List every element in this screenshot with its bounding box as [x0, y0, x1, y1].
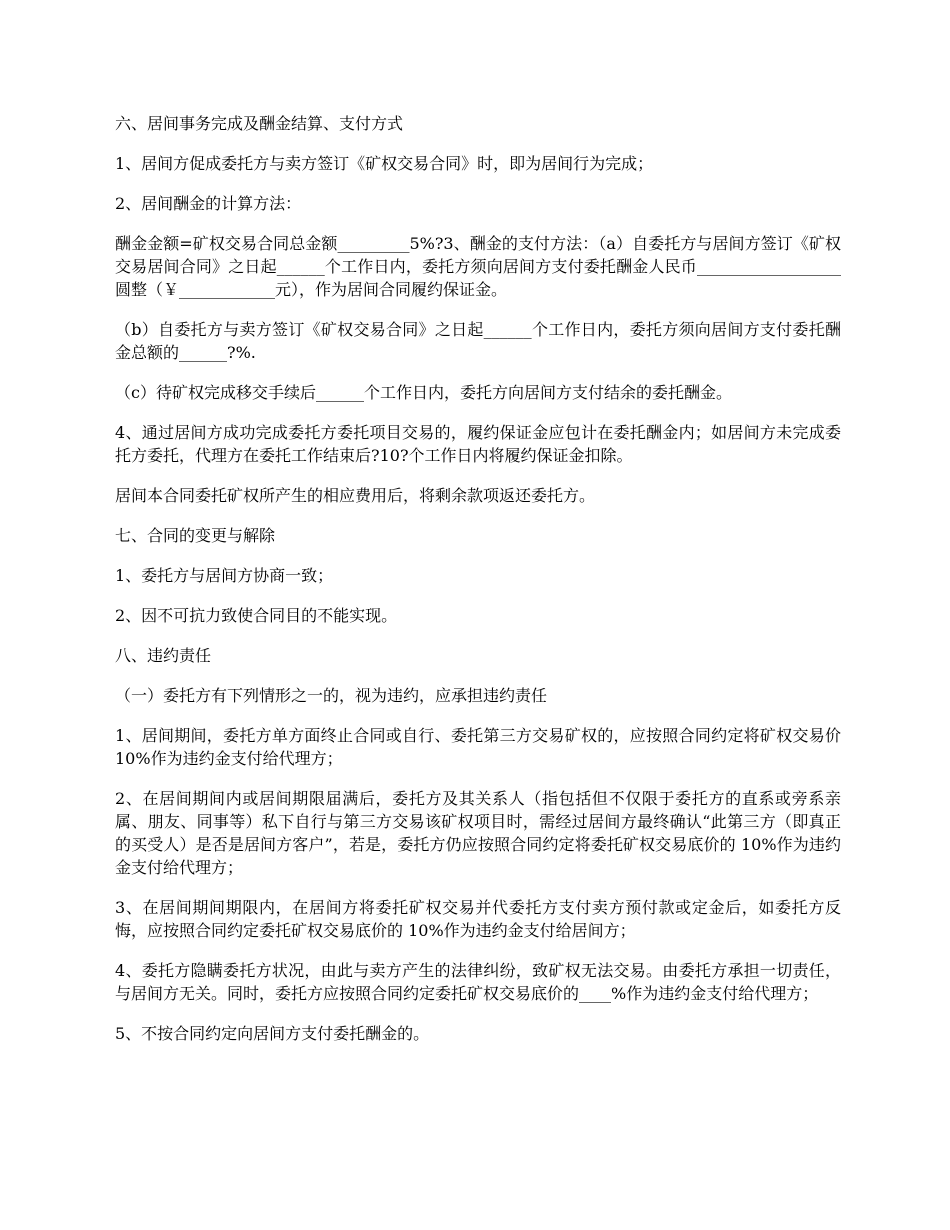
subsection-heading: （一）委托方有下列情形之一的，视为违约，应承担违约责任 [115, 686, 548, 705]
paragraph: 2、因不可抗力致使合同目的不能实现。 [115, 606, 398, 625]
paragraph: 5、不按合同约定向居间方支付委托酬金的。 [115, 1024, 430, 1043]
paragraph: （c）待矿权完成移交手续后______个工作日内，委托方向居间方支付结余的委托酬金。 [115, 383, 732, 402]
paragraph: 2、在居间期间内或居间期限届满后，委托方及其关系人（指包括但不仅限于委托方的直系或旁系亲属、朋友、同事等）私下自行与第三方交易该矿权项目时，需经过居间方最终确认“此第三方（即真正的买受人）是否是居间方客户”，若是，委托方仍应按照合同约定将委托矿权交易底价的 10%作为违约金支付给代理方； [115, 789, 841, 877]
paragraph: 3、在居间期间期限内，在居间方将委托矿权交易并代委托方支付卖方预付款或定金后，如委托方反悔，应按照合同约定委托矿权交易底价的 10%作为违约金支付给居间方； [115, 898, 841, 940]
section-heading-8: 八、违约责任 [115, 646, 212, 665]
section-heading-7: 七、合同的变更与解除 [115, 526, 276, 545]
paragraph: （b）自委托方与卖方签订《矿权交易合同》之日起______个工作日内，委托方须向居间方支付委托酬金总额的______?%. [115, 320, 841, 362]
paragraph: 4、通过居间方成功完成委托方委托项目交易的，履约保证金应包计在委托酬金内；如居间方未完成委托方委托，代理方在委托工作结束后?10?个工作日内将履约保证金扣除。 [115, 423, 841, 465]
paragraph: 居间本合同委托矿权所产生的相应费用后，将剩余款项返还委托方。 [115, 486, 596, 505]
paragraph: 4、委托方隐瞒委托方状况，由此与卖方产生的法律纠纷，致矿权无法交易。由委托方承担一切责任，与居间方无关。同时，委托方应按照合同约定委托矿权交易底价的____%作为违约金支付给代理方； [115, 961, 841, 1003]
paragraph: 2、居间酬金的计算方法： [115, 194, 302, 213]
paragraph: 1、居间方促成委托方与卖方签订《矿权交易合同》时，即为居间行为完成； [115, 154, 654, 173]
paragraph: 1、居间期间，委托方单方面终止合同或自行、委托第三方交易矿权的，应按照合同约定将矿权交易价 10%作为违约金支付给代理方； [115, 726, 841, 768]
paragraph: 1、委托方与居间方协商一致； [115, 566, 334, 585]
section-heading-6: 六、居间事务完成及酬金结算、支付方式 [115, 114, 404, 133]
paragraph: 酬金金额=矿权交易合同总金额_________5%?3、酬金的支付方法：（a）自委托方与居间方签订《矿权交易居间合同》之日起______个工作日内，委托方须向居间方支付委托酬金人民币__________________圆整（￥____________元），作为居间合同履约保证金。 [115, 234, 841, 299]
document-page [115, 112, 841, 1062]
